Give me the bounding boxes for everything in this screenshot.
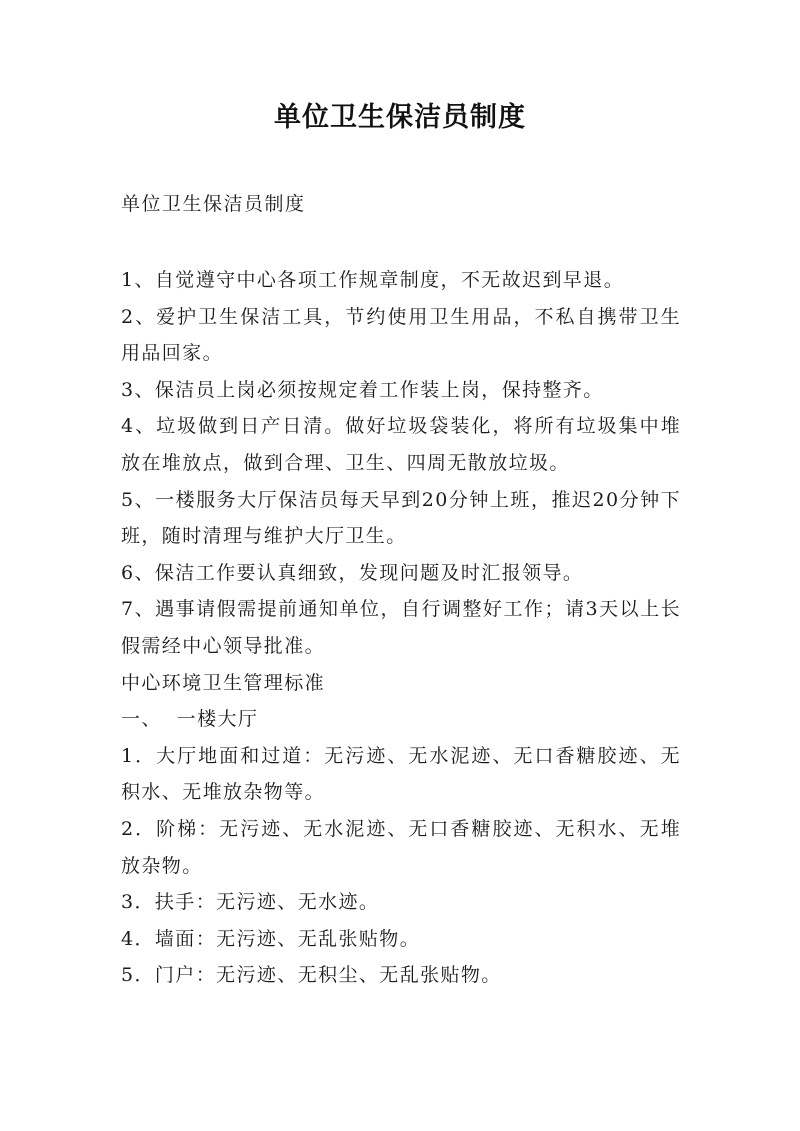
rule-item-6: 6、保洁工作要认真细致，发现问题及时汇报领导。 (121, 561, 584, 584)
section-heading: 中心环境卫生管理标准 (121, 671, 326, 694)
rule-item-7: 7、遇事请假需提前通知单位，自行调整好工作；请3天以上长假需经中心领导批准。 (121, 598, 681, 657)
standard-item-5: 5．门户：无污迹、无积尘、无乱张贴物。 (121, 964, 502, 987)
standard-item-4: 4．墙面：无污迹、无乱张贴物。 (121, 927, 421, 950)
subsection-heading: 一、 一楼大厅 (121, 708, 259, 731)
rule-item-4: 4、垃圾做到日产日清。做好垃圾袋装化，将所有垃圾集中堆放在堆放点，做到合理、卫生、四周无散放垃圾。 (121, 415, 681, 474)
rule-item-2: 2、爱护卫生保洁工具，节约使用卫生用品，不私自携带卫生用品回家。 (121, 305, 681, 365)
standard-item-3: 3．扶手：无污迹、无水迹。 (121, 891, 380, 914)
document-subtitle: 单位卫生保洁员制度 (121, 193, 306, 215)
rule-item-5: 5、一楼服务大厅保洁员每天早到20分钟上班，推迟20分钟下班，随时清理与维护大厅卫生。 (121, 488, 681, 548)
document-body (121, 262, 681, 994)
rule-item-1: 1、自觉遵守中心各项工作规章制度，不无故迟到早退。 (121, 269, 625, 291)
rule-item-3: 3、保洁员上岗必须按规定着工作装上岗，保持整齐。 (121, 378, 604, 401)
document-title: 单位卫生保洁员制度 (274, 102, 526, 133)
standard-item-2: 2．阶梯：无污迹、无水泥迹、无口香糖胶迹、无积水、无堆放杂物。 (121, 817, 681, 877)
standard-item-1: 1．大厅地面和过道：无污迹、无水泥迹、无口香糖胶迹、无积水、无堆放杂物等。 (121, 744, 681, 804)
